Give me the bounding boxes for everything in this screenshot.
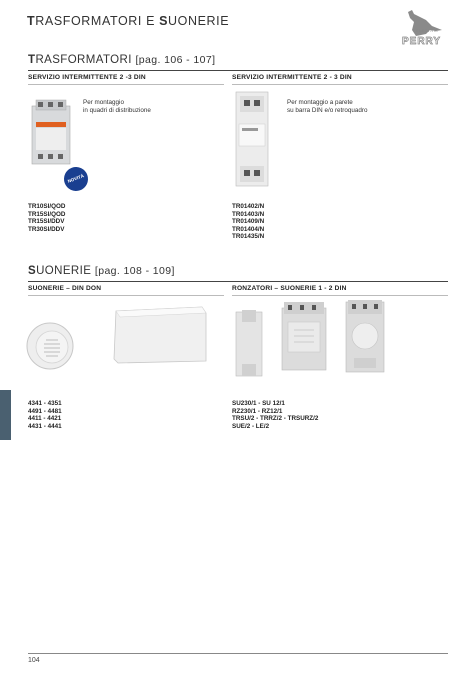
transformer-wall-image (234, 90, 270, 188)
section-rule (28, 70, 448, 71)
new-badge: NOVITÀ (61, 164, 92, 195)
transformer-din-image (30, 98, 72, 166)
product-code: SU230/1 - SU 12/1 (232, 400, 285, 407)
section-title-suonerie: SUONERIE [pag. 108 - 109] (28, 265, 175, 277)
section-rule (28, 281, 448, 282)
product-codes (232, 400, 318, 430)
product-codes (28, 400, 62, 430)
section-title-trasformatori: TRASFORMATORI [pag. 106 - 107] (28, 54, 216, 66)
din-buzzer-3-image (344, 298, 388, 376)
logo-subtitle: ELECTRIC (416, 28, 439, 33)
product-code: 4411 - 4421 (28, 415, 62, 423)
product-code: TR01404/N (232, 225, 265, 233)
product-code: RZ230/1 - RZ12/1 (232, 407, 283, 415)
logo-brand: PERRY (402, 36, 442, 47)
product-code: TR01409/N (232, 218, 265, 226)
product-code: SUE/2 - LE/2 (232, 422, 270, 430)
divider (28, 84, 224, 85)
product-code: TR01402/N (232, 203, 265, 210)
product-code: 4431 - 4441 (28, 422, 62, 430)
page-number: 104 (28, 657, 40, 664)
page-title: TRASFORMATORI E SUONERIE (27, 14, 230, 28)
round-chime-image (24, 320, 76, 372)
product-description: Per montaggio a parete su barra DIN e/o retroquadro (287, 99, 368, 114)
box-chime-image (110, 305, 210, 365)
product-code: TR15SI/DDV (28, 218, 65, 226)
product-codes (28, 203, 65, 233)
product-code: TR01403/N (232, 210, 265, 218)
divider (232, 295, 448, 296)
column-heading: SUONERIE – DIN DON (28, 285, 102, 292)
footer-rule (28, 653, 448, 654)
product-codes (232, 203, 264, 241)
divider (232, 84, 448, 85)
din-buzzer-2-image (280, 300, 330, 374)
column-heading: SERVIZIO INTERMITTENTE 2 -3 DIN (28, 74, 146, 81)
column-heading: SERVIZIO INTERMITTENTE 2 - 3 DIN (232, 74, 352, 81)
product-code: TR15SI/QOD (28, 210, 66, 218)
product-code: 4341 - 4351 (28, 400, 62, 407)
perry-logo (396, 8, 448, 50)
product-code: TR10SI/QOD (28, 203, 66, 210)
product-code: TR30SI/DDV (28, 225, 65, 233)
divider (28, 295, 224, 296)
column-heading: RONZATORI – SUONERIE 1 - 2 DIN (232, 285, 347, 292)
product-code: TR01435/N (232, 233, 265, 241)
product-code: TRSU/2 - TRRZ/2 - TRSURZ/2 (232, 415, 319, 423)
chapter-tab (0, 390, 11, 440)
product-description: Per montaggio in quadri di distribuzione (83, 99, 151, 114)
product-code: 4491 - 4481 (28, 407, 62, 415)
din-buzzer-1-image (232, 308, 268, 380)
